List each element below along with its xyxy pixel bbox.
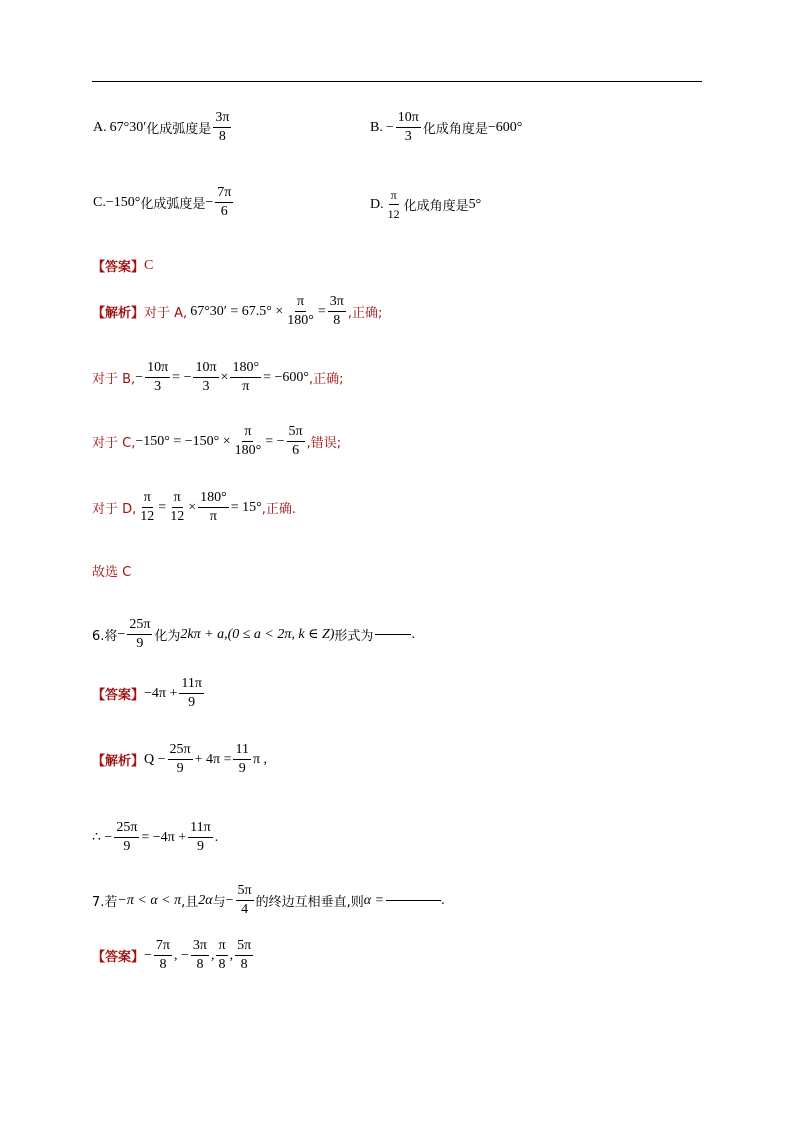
q7-number: 7.若 — [92, 895, 118, 910]
answer-tag: 【答案】 — [92, 950, 145, 965]
q5-answer-value: C — [144, 257, 154, 273]
option-d-text: 化成角度是 — [403, 199, 469, 214]
option-b-label: B. — [370, 119, 383, 135]
option-d — [370, 187, 481, 222]
q6-analysis-1: 【解析】 Q − $\frac{25\pi}{9}$ + 4π = $\frac{11}{9}$ π , — [92, 742, 268, 776]
option-a-angle: 67°30′ — [109, 119, 147, 135]
q6-answer: 【答案】 −4π + $\frac{11\pi}{9}$ — [92, 676, 202, 710]
analysis-tag: 【解析】 — [92, 306, 145, 321]
option-c-angle: −150° — [105, 194, 141, 210]
q7-question: 7.若 −π < α < π ,且 2α 与 − $\frac{5\pi}{4}$ 的终边互相垂直,则 α = . — [92, 883, 445, 917]
q5-answer — [92, 256, 153, 275]
option-a-text: 化成弧度是 — [146, 122, 212, 137]
q5-conclusion: 故选 C — [92, 565, 132, 580]
option-d-label: D. — [370, 196, 384, 212]
option-b-value: −600° — [487, 119, 523, 135]
option-a-fraction: $\frac{3\pi}{8}$ — [215, 110, 230, 144]
option-d-value: 5° — [468, 196, 482, 212]
analysis-tag: 【解析】 — [92, 754, 145, 769]
q6-answer-blank — [375, 634, 411, 635]
header-rule — [92, 81, 702, 82]
q6-number: 6.将 — [92, 629, 118, 644]
option-c-text: 化成弧度是 — [140, 197, 206, 212]
q7-answer: 【答案】 − $\frac{7\pi}{8}$ , − $\frac{3\pi}{8}$ , $\frac{\pi}{8}$ , $\frac{5\pi}{8}$ — [92, 938, 252, 972]
q5-analysis-b: 对于 B, − $\frac{10\pi}{3}$ = − $\frac{10\pi}{3}$ × $\frac{180^\circ}{\pi}$ = −600° ,正确; — [92, 360, 344, 394]
option-a-label: A. — [93, 119, 107, 135]
q5-analysis-a: 【解析】 对于 A, 67°30′ = 67.5° × $\frac{\pi}{180^\circ}$ = $\frac{3\pi}{8}$ ,正确; — [92, 294, 383, 328]
option-c-fraction: $\frac{7\pi}{6}$ — [217, 185, 232, 219]
option-c-label: C. — [93, 194, 106, 210]
q6-analysis-2: ∴ − $\frac{25\pi}{9}$ = −4π + $\frac{11\pi}{9}$ . — [92, 820, 219, 854]
option-d-fraction: $\frac{\pi}{12}$ — [387, 188, 400, 221]
option-c: C. −150° 化成弧度是 − $\frac{7\pi}{6}$ — [93, 185, 232, 219]
q5-analysis-c: 对于 C, −150° = −150° × $\frac{\pi}{180^\circ}$ = − $\frac{5\pi}{6}$ ,错误; — [92, 424, 342, 458]
option-a — [93, 110, 233, 145]
q7-answer-blank — [386, 900, 441, 901]
q6-question: 6.将 − $\frac{25\pi}{9}$ 化为 2kπ + a,(0 ≤ a < 2π, k ∈ Z) 形式为 . — [92, 617, 415, 651]
answer-tag: 【答案】 — [92, 260, 145, 275]
option-b-text: 化成角度是 — [422, 122, 488, 137]
answer-tag: 【答案】 — [92, 688, 145, 703]
option-b-fraction: $\frac{10\pi}{3}$ — [397, 110, 419, 144]
q5-analysis-d: 对于 D, $\frac{\pi}{12}$ = $\frac{\pi}{12}$ × $\frac{180^\circ}{\pi}$ = 15° ,正确. — [92, 490, 296, 524]
option-b: B. − $\frac{10\pi}{3}$ 化成角度是 −600° — [370, 110, 523, 144]
